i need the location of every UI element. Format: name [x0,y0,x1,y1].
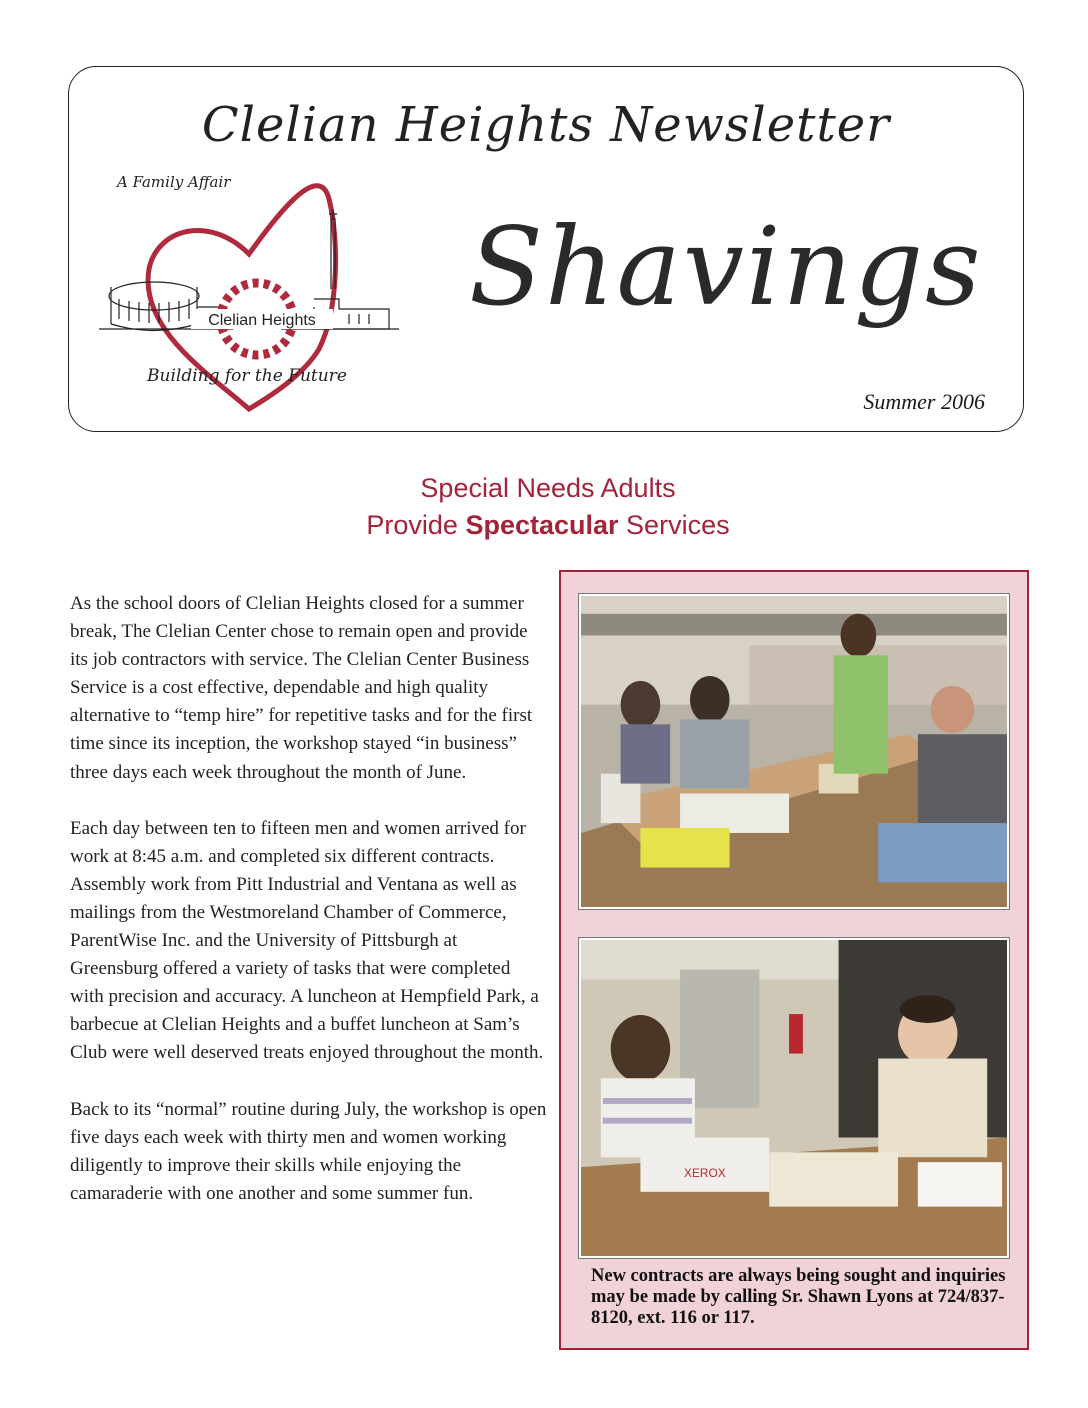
photo-caption: New contracts are always being sought and inquiries may be made by calling Sr. Shawn Lyons at 724/837-8120, ext. 116 or 117. [591,1266,1006,1328]
workshop-photo-2-image [581,940,1007,1256]
article-paragraph: As the school doors of Clelian Heights closed for a summer break, The Clelian Center chose to remain open and provide its job contractors with service. The Clelian Center Business Service is a cost effective, dependable and high quality alternative to “temp hire” for repetitive tasks and for the first time since its inception, the workshop stayed “in business” three days each week throughout the month of June. [70,593,533,783]
headline-emphasis: Spectacular [465,510,619,540]
workshop-photo-1 [579,594,1009,909]
publication-name: Shavings [469,205,983,330]
headline-line-2-pre: Provide [366,510,466,540]
headline-line-1: Special Needs Adults [420,473,676,503]
article-paragraph: Back to its “normal” routine during July, the workshop is open five days each week with thirty men and women working diligently to improve their skills while enjoying the camaraderie with one another and some summer fun. [70,1098,547,1204]
masthead [68,66,1024,432]
article-body [70,590,548,1236]
article-paragraph: Each day between ten to fifteen men and women arrived for work at 8:45 a.m. and completed six different contracts. Assembly work from Pitt Industrial and Ventana as well as mailings from the Westmoreland Chamber of Commerce, ParentWise Inc. and the University of Pittsburgh at Greensburg offered a variety of tasks that were completed with precision and accuracy. A luncheon at Hempfield Park, a barbecue at Clelian Heights and a buffet luncheon at Sam’s Club were well deserved treats enjoyed throughout the month. [70,817,544,1064]
logo-tagline-top: A Family Affair [117,173,231,191]
logo-tagline-bottom: Building for the Future [147,366,347,386]
workshop-photo-2 [579,938,1009,1258]
photo-sidebar [559,570,1029,1350]
clelian-heights-logo [99,159,399,421]
issue-date: Summer 2006 [863,389,985,414]
xerox-box-label: XEROX [684,1166,726,1180]
newsletter-title: Clelian Heights Newsletter [201,97,891,153]
logo-org-name: Clelian Heights [208,312,316,329]
article-headline [268,470,828,544]
headline-line-2 [268,507,828,544]
headline-line-2-post: Services [618,510,730,540]
workshop-photo-1-image [581,596,1007,907]
